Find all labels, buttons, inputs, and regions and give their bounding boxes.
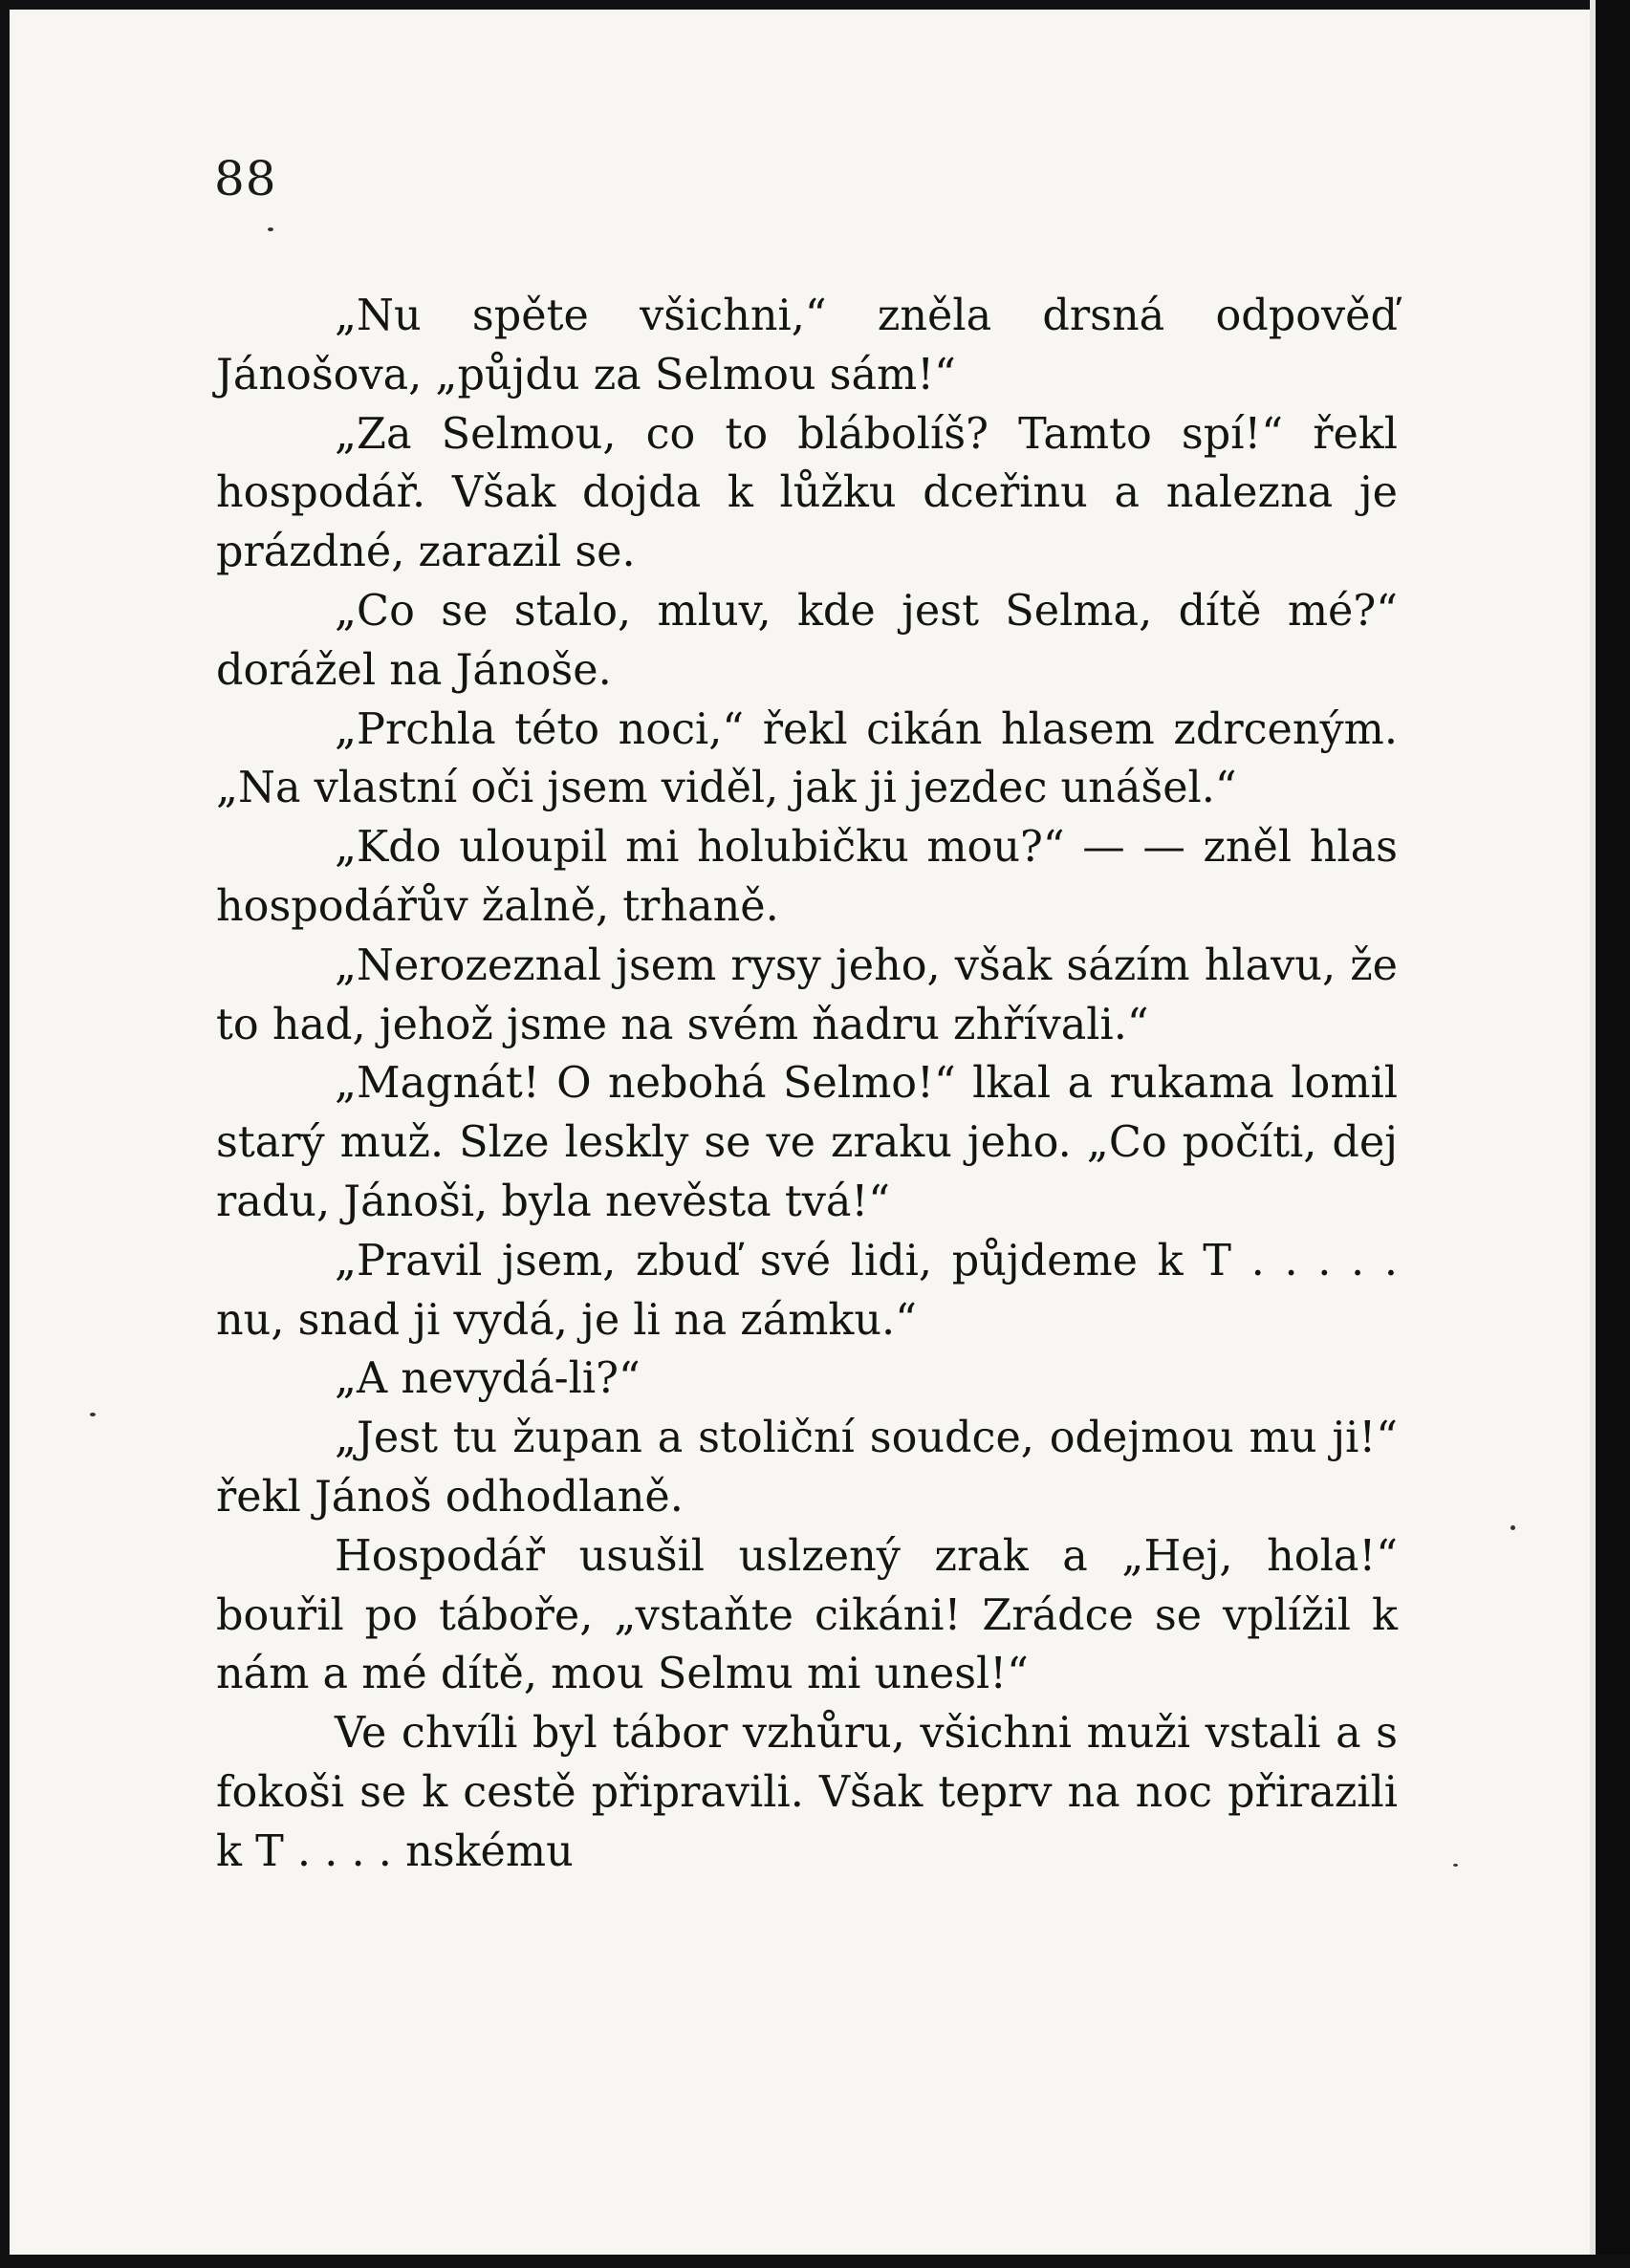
- paragraph: „A nevydá-li?“: [335, 1354, 641, 1404]
- scan-border-bottom: [0, 2255, 1630, 2268]
- body-text: [216, 287, 1398, 1882]
- paragraph: „Jest tu župan a stoliční soudce, odejmou mu ji!“ řekl Jánoš odhodlaně.: [216, 1414, 1398, 1522]
- scan-border-left: [0, 0, 10, 2268]
- print-speck: [1453, 1864, 1458, 1867]
- paragraph: „Magnát! O nebohá Selmo!“ lkal a rukama lomil starý muž. Slze leskly se ve zraku jeho. „Co počíti, dej radu, Jánoši, byla nevěsta tvá!“: [216, 1059, 1398, 1226]
- page-number: 88: [214, 151, 277, 206]
- paragraph: „Prchla této noci,“ řekl cikán hlasem zdrceným. „Na vlastní oči jsem viděl, jak ji jezdec unášel.“: [216, 704, 1398, 813]
- paragraph: „Pravil jsem, zbuď své lidi, půjdeme k T . . . . . nu, snad ji vydá, je li na zámku.“: [216, 1236, 1398, 1345]
- print-speck: [268, 227, 273, 231]
- paragraph: „Kdo uloupil mi holubičku mou?“ — — zněl hlas hospodářův žalně, trhaně.: [216, 823, 1398, 931]
- paragraph: Ve chvíli byl tábor vzhůru, všichni muži vstali a s fokoši se k cestě připravili. Však teprv na noc přirazili k T . . . . nskému: [216, 1709, 1398, 1876]
- paragraph: „Za Selmou, co to blábolíš? Tamto spí!“ řekl hospodář. Však dojda k lůžku dceřinu a nalezna je prázdné, zarazil se.: [216, 409, 1398, 577]
- paragraph: „Nerozeznal jsem rysy jeho, však sázím hlavu, že to had, jehož jsme na svém ňadru zhřívali.“: [216, 940, 1398, 1049]
- scan-border-right: [1596, 0, 1630, 2268]
- print-speck: [90, 1413, 96, 1416]
- print-speck: [1510, 1525, 1515, 1530]
- paragraph: Hospodář usušil uslzený zrak a „Hej, hola!“ bouřil po táboře, „vstaňte cikáni! Zrádce se vplížil k nám a mé dítě, mou Selmu mi unesl!“: [216, 1531, 1398, 1699]
- scan-border-top: [0, 0, 1630, 10]
- paragraph: „Nu spěte všichni,“ zněla drsná odpověď Jánošova, „půjdu za Selmou sám!“: [216, 292, 1398, 400]
- paragraph: „Co se stalo, mluv, kde jest Selma, dítě mé?“ dorážel na Jánoše.: [216, 586, 1398, 695]
